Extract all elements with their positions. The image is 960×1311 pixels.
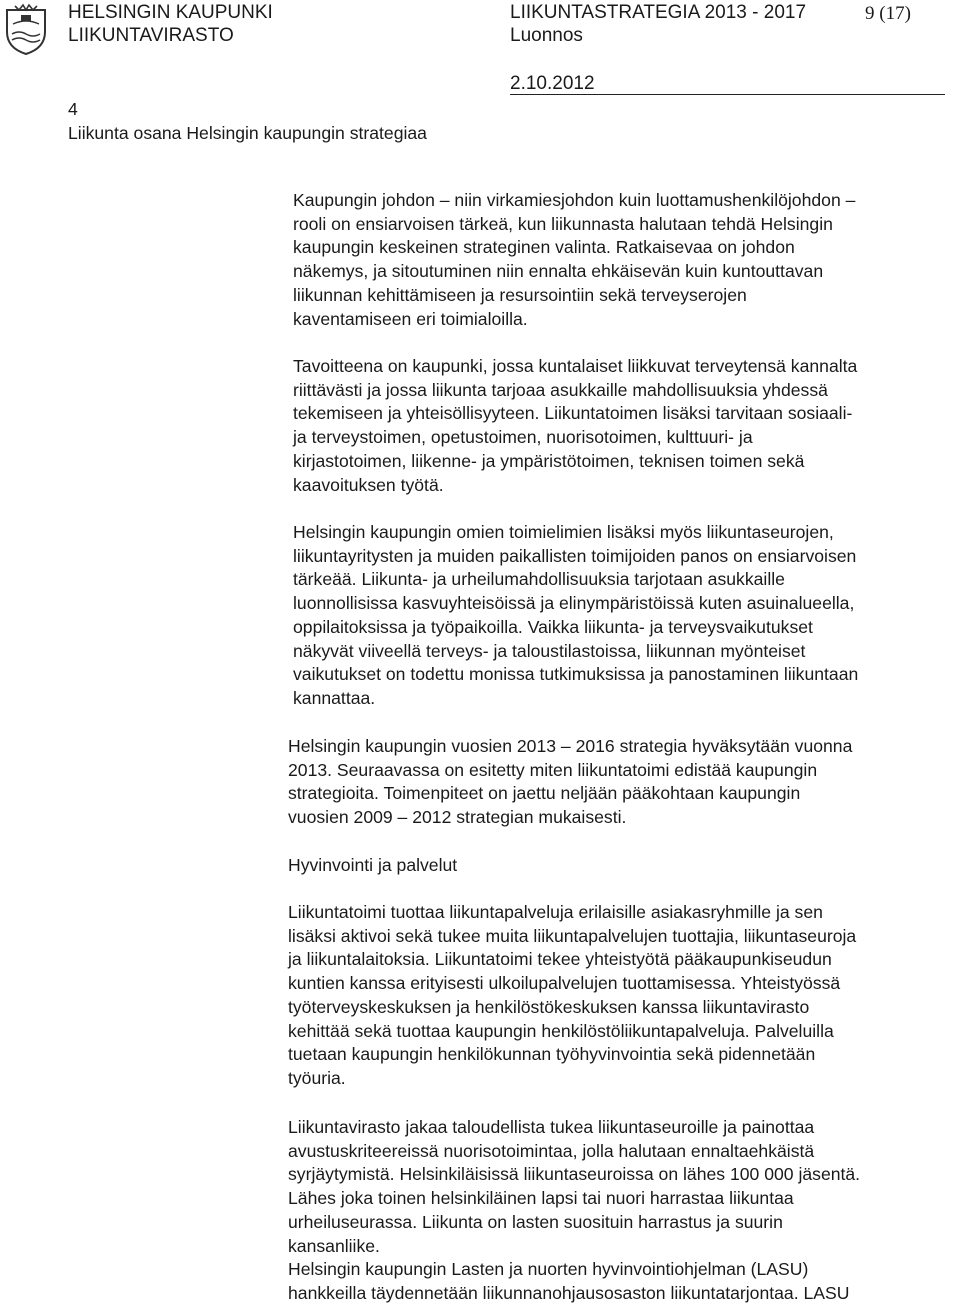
- paragraph-support: Liikuntavirasto jakaa taloudellista tukea liikuntaseuroille ja painottaa avustuskriteereissä nuorisotoimintaa, jolla halutaan ennaltaehkäistä syrjäytymistä. Helsinkiläisissä liikuntaseuroissa on lähes 100 000 jäsentä. Lähes joka toinen helsinkiläinen lapsi tai nuori harrastaa liikuntaa urheiluseurassa. Liikunta on lasten suosituin harrastus ja suurin kansanliike. Helsingin kaupungin Lasten ja nuorten hyvinvointiohjelman (LASU) hankkeilla täydennetään liikunnanohjausosaston liikuntatarjontaa. LASU: [288, 1117, 861, 1303]
- paragraph-leadership: Kaupungin johdon – niin virkamiesjohdon kuin luottamushenkilöjohdon – rooli on ensiarvoisen tärkeä, kun liikunnasta halutaan tehdä Helsingin kaupungin keskeinen strateginen valinta. Ratkaisevaa on johdon näkemys, ja sitoutuminen niin ennalta ehkäisevän kuin kuntouttavan liikunnan kehittämiseen ja resursointiin sekä terveyserojen kaventamiseen eri toimialoilla.: [293, 190, 856, 329]
- org-name: HELSINGIN KAUPUNKI: [68, 2, 273, 23]
- document-status: Luonnos: [510, 25, 583, 46]
- paragraph-goal: Tavoitteena on kaupunki, jossa kuntalaiset liikkuvat terveytensä kannalta riittävästi ja jossa liikunta tarjoaa asukkaille mahdollisuuksia yhdessä tekemiseen ja yhteisöllisyyteen. Liikuntatoimen lisäksi tarvitaan sosiaali- ja terveystoimen, opetustoimen, nuorisotoimen, kulttuuri- ja kirjastotoimen, liikenne- ja ympäristötoimen, teknisen toimen sekä kaavoituksen työtä.: [293, 356, 858, 495]
- paragraph-strategy: Helsingin kaupungin vuosien 2013 – 2016 strategia hyväksytään vuonna 2013. Seuraavassa on esitetty miten liikuntatoimi edistää kaupungin strategioita. Toimenpiteet on jaettu neljään pääkohtaan kaupungin vuosien 2009 – 2012 strategian mukaisesti.: [288, 736, 853, 828]
- document-date: 2.10.2012: [510, 73, 595, 94]
- paragraph-partners: Helsingin kaupungin omien toimielimien lisäksi myös liikuntaseurojen, liikuntayritysten ja muiden paikallisten toimijoiden panos on ensiarvoisen tärkeää. Liikunta- ja urheilumahdollisuuksia tarjotaan asukkaille luonnollisissa kasvuyhteisöissä ja elinympäristöissä kuten asuinalueella, oppilaitoksissa ja työpaikoilla. Vaikka liikunta- ja terveysvaikutukset näkyvät viiveellä terveys- ja taloustilastoissa, liikunnan myönteiset vaikutukset on todettu monissa tutkimuksissa ja panostaminen liikuntaan kannattaa.: [293, 522, 859, 708]
- header-divider: [510, 94, 945, 95]
- page-number: 9 (17): [865, 3, 911, 24]
- document-title: LIIKUNTASTRATEGIA 2013 - 2017: [510, 2, 807, 23]
- section-title: Liikunta osana Helsingin kaupungin strategiaa: [68, 123, 427, 143]
- subheading-wellbeing: Hyvinvointi ja palvelut: [288, 855, 458, 875]
- helsinki-crest-icon: [3, 2, 49, 56]
- paragraph-services: Liikuntatoimi tuottaa liikuntapalveluja erilaisille asiakasryhmille ja sen lisäksi aktivoi sekä tukee muita liikuntapalvelujen tuottajia, liikuntaseuroja ja liikuntalaitoksia. Liikuntatoimi tekee yhteistyötä pääkaupunkiseudun kuntien kanssa erityisesti ulkoilupalvelujen tuottamisessa. Yhteistyössä työterveyskeskuksen ja henkilöstökeskuksen kanssa liikuntavirasto kehittää sekä tuottaa kaupungin henkilöstöliikuntapalveluja. Palveluilla tuetaan kaupungin henkilökunnan työhyvinvointia sekä pidennetään työuria.: [288, 902, 857, 1088]
- section-number: 4: [68, 99, 78, 119]
- department-name: LIIKUNTAVIRASTO: [68, 25, 234, 46]
